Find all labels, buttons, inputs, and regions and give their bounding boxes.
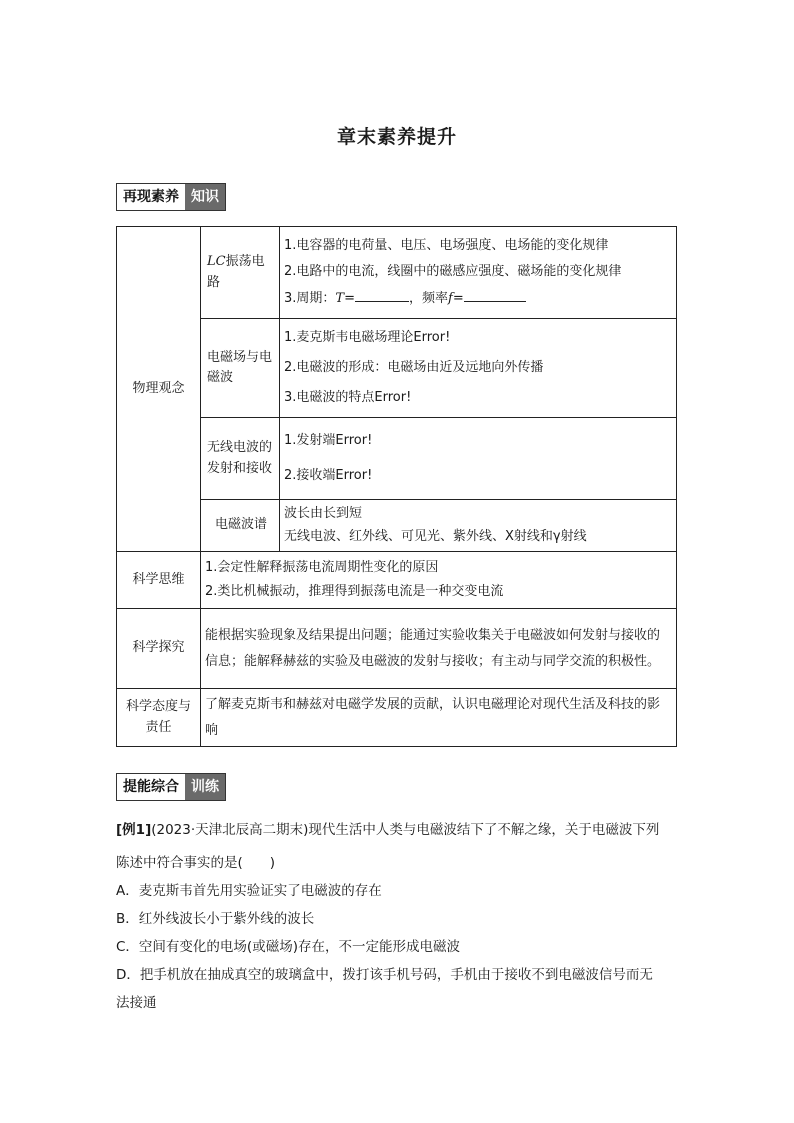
option-b: B．红外线波长小于紫外线的波长 [116, 911, 315, 927]
category-cell: 物理观念 [117, 227, 201, 552]
content-line: 2.类比机械振动，推理得到振荡电流是一种交变电流 [205, 583, 504, 599]
section-header-label: 提能综合 [117, 774, 185, 800]
table-row [117, 227, 677, 319]
category-cell: 科学思维 [117, 552, 201, 609]
content-cell [280, 227, 677, 319]
question-stem: [例1](2023·天津北辰高二期末)现代生活中人类与电磁波结下了不解之缘，关于电磁波下列 [116, 822, 660, 838]
page-title: 章末素养提升 [336, 126, 457, 148]
content-cell [280, 418, 677, 500]
section-header-training [116, 773, 226, 801]
question-stem-cont: 陈述中符合事实的是( ) [116, 855, 276, 871]
subcategory-cell [201, 227, 280, 319]
option-d-cont: 法接通 [116, 995, 157, 1011]
table-row [117, 319, 677, 418]
content-line: 无线电波、红外线、可见光、紫外线、X射线和γ射线 [284, 529, 587, 544]
section-header-label: 再现素养 [117, 184, 185, 210]
content-cell: 了解麦克斯韦和赫兹对电磁学发展的贡献，认识电磁理论对现代生活及科技的影响 [201, 689, 677, 747]
example-question [116, 816, 684, 1017]
content-line: 3.电磁波的特点Error! [284, 390, 412, 406]
subcategory-cell: 无线电波的发射和接收 [201, 418, 280, 500]
category-cell: 科学态度与责任 [117, 689, 201, 747]
table-row [117, 689, 677, 747]
answer-blank [355, 288, 409, 302]
knowledge-summary-table [116, 226, 677, 747]
option-a: A．麦克斯韦首先用实验证实了电磁波的存在 [116, 883, 382, 899]
subcategory-cell: 电磁波谱 [201, 500, 280, 552]
example-label: [例1] [116, 822, 152, 838]
table-row [117, 552, 677, 609]
option-d: D．把手机放在抽成真空的玻璃盒中，拨打该手机号码，手机由于接收不到电磁波信号而无 [116, 967, 653, 983]
answer-blank [464, 288, 526, 302]
section-header-badge: 知识 [185, 184, 225, 210]
period-frequency-line: 3.周期：T= ，频率f= [284, 288, 672, 309]
subcategory-cell: 电磁场与电磁波 [201, 319, 280, 418]
category-cell: 科学探究 [117, 609, 201, 689]
content-line: 2.电磁波的形成：电磁场由近及远地向外传播 [284, 359, 544, 375]
table-row [117, 418, 677, 500]
subcategory-label: 振荡电路 [207, 254, 265, 290]
section-header-knowledge [116, 183, 226, 211]
content-cell: 能根据实验现象及结果提出问题；能通过实验收集关于电磁波如何发射与接收的信息；能解释赫兹的实验及电磁波的发射与接收；有主动与同学交流的积极性。 [201, 609, 677, 689]
question-source: (2023·天津北辰高二期末) [151, 822, 309, 838]
content-cell [280, 319, 677, 418]
content-cell [201, 552, 677, 609]
content-line: 1.电容器的电荷量、电压、电场强度、电场能的变化规律 [284, 237, 609, 253]
content-line: 1.会定性解释振荡电流周期性变化的原因 [205, 560, 439, 576]
option-c: C．空间有变化的电场(或磁场)存在，不一定能形成电磁波 [116, 939, 460, 955]
content-line: 2.电路中的电流，线圈中的磁感应强度、磁场能的变化规律 [284, 263, 622, 279]
table-row [117, 500, 677, 552]
content-line: 2.接收端Error! [284, 467, 373, 483]
table-row [117, 609, 677, 689]
content-line: 1.发射端Error! [284, 433, 373, 449]
content-line: 1.麦克斯韦电磁场理论Error! [284, 329, 451, 345]
content-cell [280, 500, 677, 552]
lc-symbol: LC [207, 254, 226, 270]
content-line: 波长由长到短 [284, 505, 363, 521]
section-header-badge: 训练 [185, 774, 225, 800]
